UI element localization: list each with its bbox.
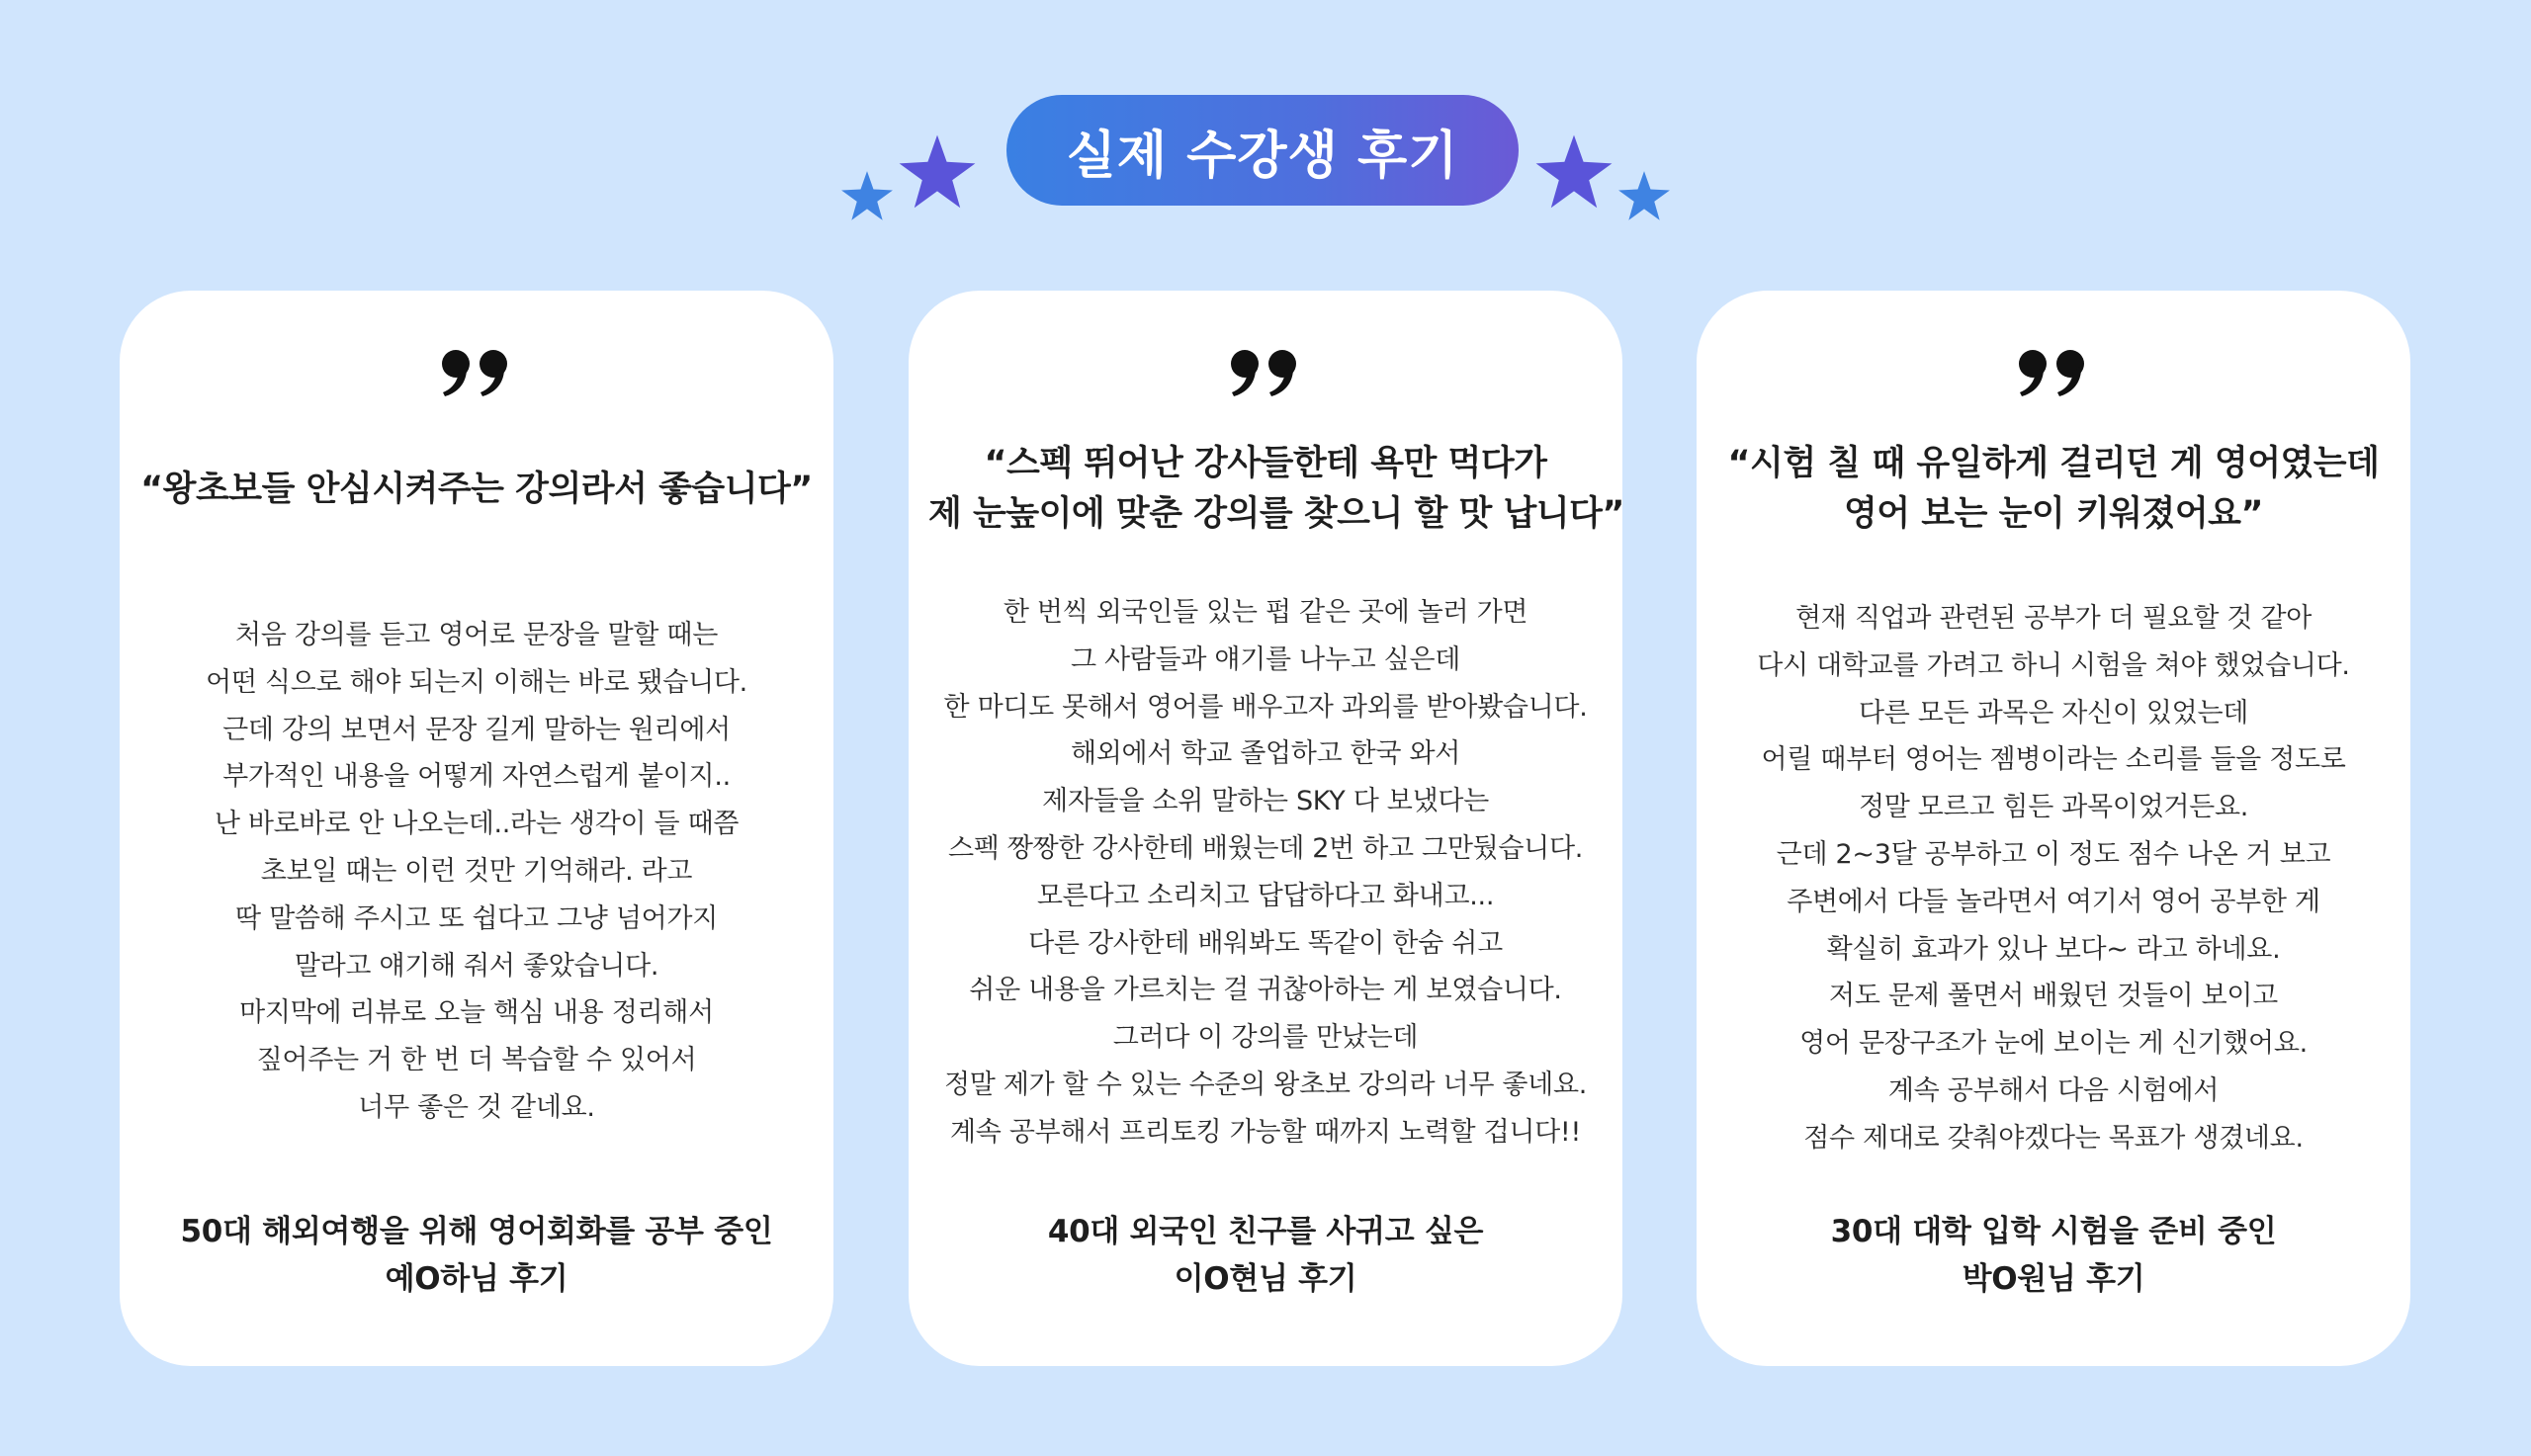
review-body-line: 계속 공부해서 프리토킹 가능할 때까지 노력할 겁니다!! <box>950 1116 1581 1148</box>
star-icon <box>1617 170 1671 223</box>
review-body-line: 짚어주는 거 한 번 더 복습할 수 있어서 <box>256 1045 697 1076</box>
page-title <box>1006 95 1519 206</box>
review-body-line: 한 마디도 못해서 영어를 배우고자 과외를 받아봤습니다. <box>943 691 1588 723</box>
review-heading-line: “시험 칠 때 유일하게 걸리던 게 영어였는데 <box>1727 444 2380 483</box>
review-heading <box>139 465 814 515</box>
review-body-line: 쉬운 내용을 가르치는 걸 귀찮아하는 게 보였습니다. <box>969 975 1562 1006</box>
review-heading <box>1716 439 2391 540</box>
quote-icon <box>437 348 516 397</box>
review-author-line: 예O하님 후기 <box>385 1261 568 1297</box>
review-body-line: 현재 직업과 관련된 공부가 더 필요할 것 같아 <box>1794 603 2313 634</box>
review-body-line: 근데 강의 보면서 문장 길게 말하는 원리에서 <box>222 714 731 745</box>
review-author-line: 박O원님 후기 <box>1962 1261 2145 1297</box>
review-body-line: 주변에서 다들 놀라면서 여기서 영어 공부한 게 <box>1787 886 2320 917</box>
review-body-line: 제자들을 소위 말하는 SKY 다 보냈다는 <box>1042 786 1489 817</box>
review-body-line: 해외에서 학교 졸업하고 한국 와서 <box>1070 738 1461 770</box>
review-body-line: 확실히 효과가 있나 보다~ 라고 하네요. <box>1826 933 2281 965</box>
review-body-line: 모른다고 소리치고 답답하다고 화내고... <box>1036 880 1495 911</box>
review-body <box>928 589 1603 1156</box>
review-body-line: 한 번씩 외국인들 있는 펍 같은 곳에 놀러 가면 <box>1003 597 1528 628</box>
review-body-line: 다시 대학교를 가려고 하니 시험을 쳐야 했었습니다. <box>1757 649 2350 681</box>
review-heading-line: “왕초보들 안심시켜주는 강의라서 좋습니다” <box>140 470 813 509</box>
review-heading-line: 제 눈높이에 맞춘 강의를 찾으니 할 맛 납니다” <box>928 494 1624 534</box>
review-heading-line: 영어 보는 눈이 키워졌어요” <box>1844 494 2263 534</box>
review-body-line: 그러다 이 강의를 만났는데 <box>1112 1022 1419 1054</box>
review-body-line: 정말 제가 할 수 있는 수준의 왕초보 강의라 너무 좋네요. <box>943 1069 1588 1100</box>
review-body <box>139 612 814 1132</box>
review-body-line: 근데 2~3달 공부하고 이 정도 점수 나온 거 보고 <box>1776 838 2331 870</box>
review-body-line: 정말 모르고 힘든 과목이었거든요. <box>1858 792 2249 823</box>
review-body-line: 어떤 식으로 해야 되는지 이해는 바로 됐습니다. <box>206 666 747 698</box>
review-body-line: 초보일 때는 이런 것만 기억해라. 라고 <box>260 855 693 887</box>
review-author <box>1716 1208 2391 1303</box>
review-author-line: 40대 외국인 친구를 사귀고 싶은 <box>1047 1214 1484 1249</box>
star-icon <box>840 170 894 223</box>
review-heading-line: “스펙 뛰어난 강사들한테 욕만 먹다가 <box>984 444 1547 483</box>
review-author <box>928 1208 1603 1303</box>
review-author-line: 50대 해외여행을 위해 영어회화를 공부 중인 <box>180 1214 773 1249</box>
review-body-line: 저도 문제 풀면서 배웠던 것들이 보이고 <box>1829 981 2278 1012</box>
review-body-line: 마지막에 리뷰로 오늘 핵심 내용 정리해서 <box>239 997 714 1029</box>
review-card <box>1697 291 2410 1366</box>
review-card <box>120 291 833 1366</box>
review-author <box>139 1208 814 1303</box>
review-body-line: 계속 공부해서 다음 시험에서 <box>1887 1074 2220 1106</box>
review-card <box>909 291 1622 1366</box>
review-author-line: 30대 대학 입학 시험을 준비 중인 <box>1830 1214 2277 1249</box>
page-title-text: 실제 수강생 후기 <box>1066 126 1459 186</box>
review-body-line: 다른 모든 과목은 자신이 있었는데 <box>1858 697 2249 728</box>
review-body-line: 영어 문장구조가 눈에 보이는 게 신기했어요. <box>1799 1028 2308 1060</box>
review-body-line: 스펙 짱짱한 강사한테 배웠는데 2번 하고 그만뒀습니다. <box>947 832 1584 864</box>
review-body-line: 점수 제대로 갖춰야겠다는 목표가 생겼네요. <box>1803 1122 2304 1154</box>
review-body-line: 부가적인 내용을 어떻게 자연스럽게 붙이지.. <box>222 761 731 793</box>
quote-icon <box>2014 348 2093 397</box>
review-body-line: 말라고 얘기해 줘서 좋았습니다. <box>294 950 659 982</box>
review-author-line: 이O현님 후기 <box>1174 1261 1357 1297</box>
review-body-line: 그 사람들과 얘기를 나누고 싶은데 <box>1070 643 1461 675</box>
review-body <box>1716 595 2391 1162</box>
star-icon <box>898 133 977 213</box>
review-body-line: 너무 좋은 것 같네요. <box>358 1091 595 1123</box>
review-body-line: 딱 말씀해 주시고 또 쉽다고 그냥 넘어가지 <box>235 902 718 934</box>
review-body-line: 어릴 때부터 영어는 젬병이라는 소리를 들을 정도로 <box>1761 744 2346 776</box>
review-heading <box>928 439 1624 540</box>
review-body-line: 다른 강사한테 배워봐도 똑같이 한숨 쉬고 <box>1028 927 1503 959</box>
review-body-line: 난 바로바로 안 나오는데..라는 생각이 들 때쯤 <box>214 809 740 840</box>
quote-icon <box>1226 348 1305 397</box>
review-body-line: 처음 강의를 듣고 영어로 문장을 말할 때는 <box>235 620 718 650</box>
star-icon <box>1534 133 1614 213</box>
